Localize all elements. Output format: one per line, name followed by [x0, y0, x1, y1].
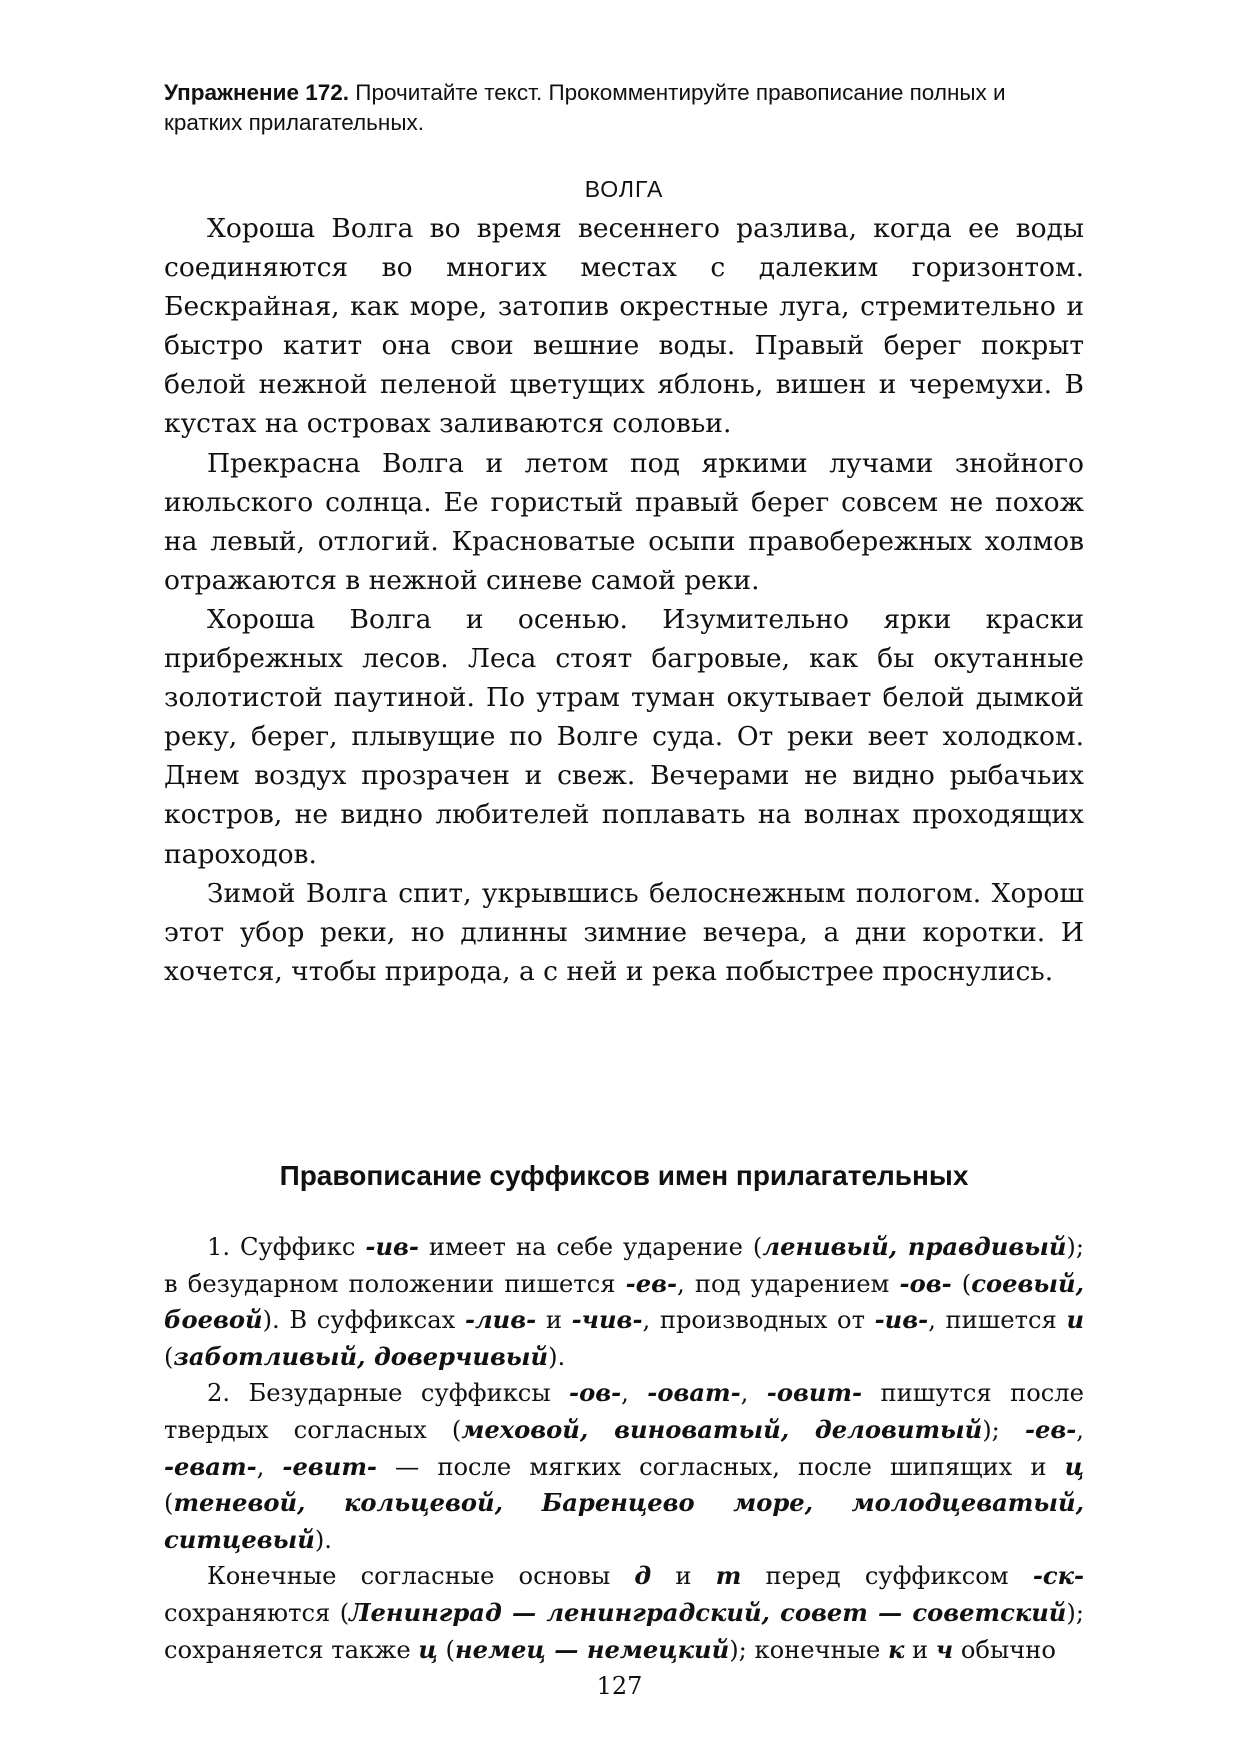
rule-text: , — [1076, 1415, 1084, 1444]
rule-example: -еват- — [164, 1451, 257, 1481]
rule-text: ( — [164, 1489, 174, 1518]
rule-text: 1. Суффикс — [207, 1233, 366, 1261]
rule-example: -оват- — [647, 1378, 741, 1408]
rule-text: ). — [548, 1342, 566, 1371]
story-paragraph-4: Зимой Волга спит, укрывшись белоснежным пологом. Хорош этот убор реки, но длинны зимние вечера, а дни коротки. И хочется, чтобы природа, а с ней и река побыстрее проснулись. — [164, 877, 1084, 987]
rule-example: Ленинград — ленинградский, совет — советский — [349, 1597, 1067, 1627]
rule-text: ( — [951, 1269, 972, 1298]
rule-text: перед суффиксом — [741, 1562, 1033, 1591]
rule-text: ). — [314, 1525, 332, 1554]
rule-text: ( — [437, 1635, 455, 1664]
rule-example: -ив- — [365, 1232, 419, 1261]
rule-text: , под ударением — [677, 1269, 900, 1298]
rule-1 — [164, 1229, 1084, 1375]
exercise-instruction-text: Прочитайте текст. Прокомментируйте правописание полных и кратких прилагательных. — [164, 80, 1006, 135]
rule-example: -ов- — [569, 1378, 622, 1408]
rule-3 — [164, 1558, 1084, 1668]
rule-example: -ов- — [899, 1268, 952, 1298]
exercise-instruction — [164, 78, 1084, 138]
rule-example: и — [1066, 1305, 1085, 1335]
rule-example: соевый, боевой — [164, 1268, 1085, 1335]
rule-example: -евит- — [282, 1451, 377, 1481]
exercise-number: Упражнение 172. — [164, 80, 350, 105]
rule-example: -ив- — [874, 1305, 929, 1335]
rule-text: ). В суффиксах — [262, 1306, 465, 1335]
rules-text — [164, 1229, 1084, 1668]
rule-example: -ск- — [1032, 1561, 1084, 1591]
rule-example: -овит- — [766, 1378, 863, 1408]
rule-text: — после мягких согласных, после шипящих и — [376, 1452, 1065, 1481]
rule-example: меховой, виноватый, деловитый — [461, 1414, 983, 1444]
text-title: ВОЛГА — [584, 176, 664, 202]
rule-text: и — [536, 1306, 572, 1335]
story-paragraph-3: Хороша Волга и осенью. Изумительно ярки краски прибрежных лесов. Леса стоят багровые, как бы окутанные золотистой паутиной. По утрам туман окутывает белой дымкой реку, берег, плывущие по Волге суда. От реки веет холодком. Днем воздух прозрачен и свеж. Вечерами не видно рыбачьих костров, не видно любителей поплавать на волнах проходящих пароходов. — [164, 603, 1084, 870]
section-heading: Правописание суффиксов имен прилагательных — [279, 1160, 969, 1191]
rule-text: , — [256, 1452, 283, 1481]
rule-example: заботливый, доверчивый — [173, 1341, 549, 1371]
story-paragraph-1: Хороша Волга во время весеннего разлива, когда ее воды соединяются во многих местах с далеким горизонтом. Бескрайная, как море, затопив окрестные луга, стремительно и быстро катит она свои вешние воды. Правый берег покрыт белой нежной пеленой цветущих яблонь, вишен и черемухи. В кустах на островах заливаются соловьи. — [164, 213, 1084, 440]
rule-text: ); в безударном положении пишется — [164, 1233, 1085, 1298]
rule-example: ц — [418, 1634, 438, 1664]
rule-text: Конечные согласные основы — [207, 1562, 635, 1591]
rule-text: обычно — [953, 1635, 1056, 1664]
rule-text: сохраняются ( — [164, 1598, 350, 1627]
rule-example: -чив- — [571, 1305, 643, 1335]
rule-text: имеет на себе ударение ( — [418, 1233, 763, 1261]
rule-text: , производных от — [642, 1306, 875, 1335]
rule-text: ( — [164, 1342, 174, 1371]
rule-text: 2. Безударные суффиксы — [207, 1379, 570, 1408]
rule-example: к — [887, 1634, 905, 1664]
rule-2 — [164, 1375, 1084, 1558]
rule-example: т — [715, 1561, 742, 1591]
rule-example: ц — [1064, 1451, 1084, 1481]
rule-text: ); сохраняется также — [164, 1598, 1084, 1664]
rule-example: ленивый, правдивый — [762, 1232, 1067, 1261]
rule-example: ч — [935, 1634, 954, 1664]
rule-example: -ев- — [625, 1268, 678, 1298]
rule-text: ); конечные — [729, 1635, 888, 1664]
rule-example: -лив- — [464, 1305, 537, 1335]
rule-text: и — [904, 1635, 936, 1664]
rule-example: немец — немецкий — [454, 1634, 730, 1664]
rule-text: , — [740, 1379, 767, 1408]
rule-example: -ев- — [1024, 1414, 1077, 1444]
rule-example: д — [634, 1561, 652, 1591]
story-paragraph-2: Прекрасна Волга и летом под яркими лучами знойного июльского солнца. Ее гористый правый берег совсем не похож на левый, отлогий. Красноватые осыпи правобережных холмов отражаются в нежной синеве самой реки. — [164, 447, 1084, 596]
rule-text: , — [621, 1379, 648, 1408]
page-number: 127 — [596, 1672, 643, 1700]
rule-example: теневой, кольцевой, Баренцево море, молодцеватый, ситцевый — [164, 1488, 1084, 1554]
rule-text: пишутся после твердых согласных ( — [164, 1379, 1084, 1444]
rule-text: ); — [982, 1415, 1025, 1444]
rule-text: , пишется — [928, 1306, 1067, 1335]
story-text — [164, 209, 1084, 991]
rule-text: и — [651, 1562, 716, 1591]
